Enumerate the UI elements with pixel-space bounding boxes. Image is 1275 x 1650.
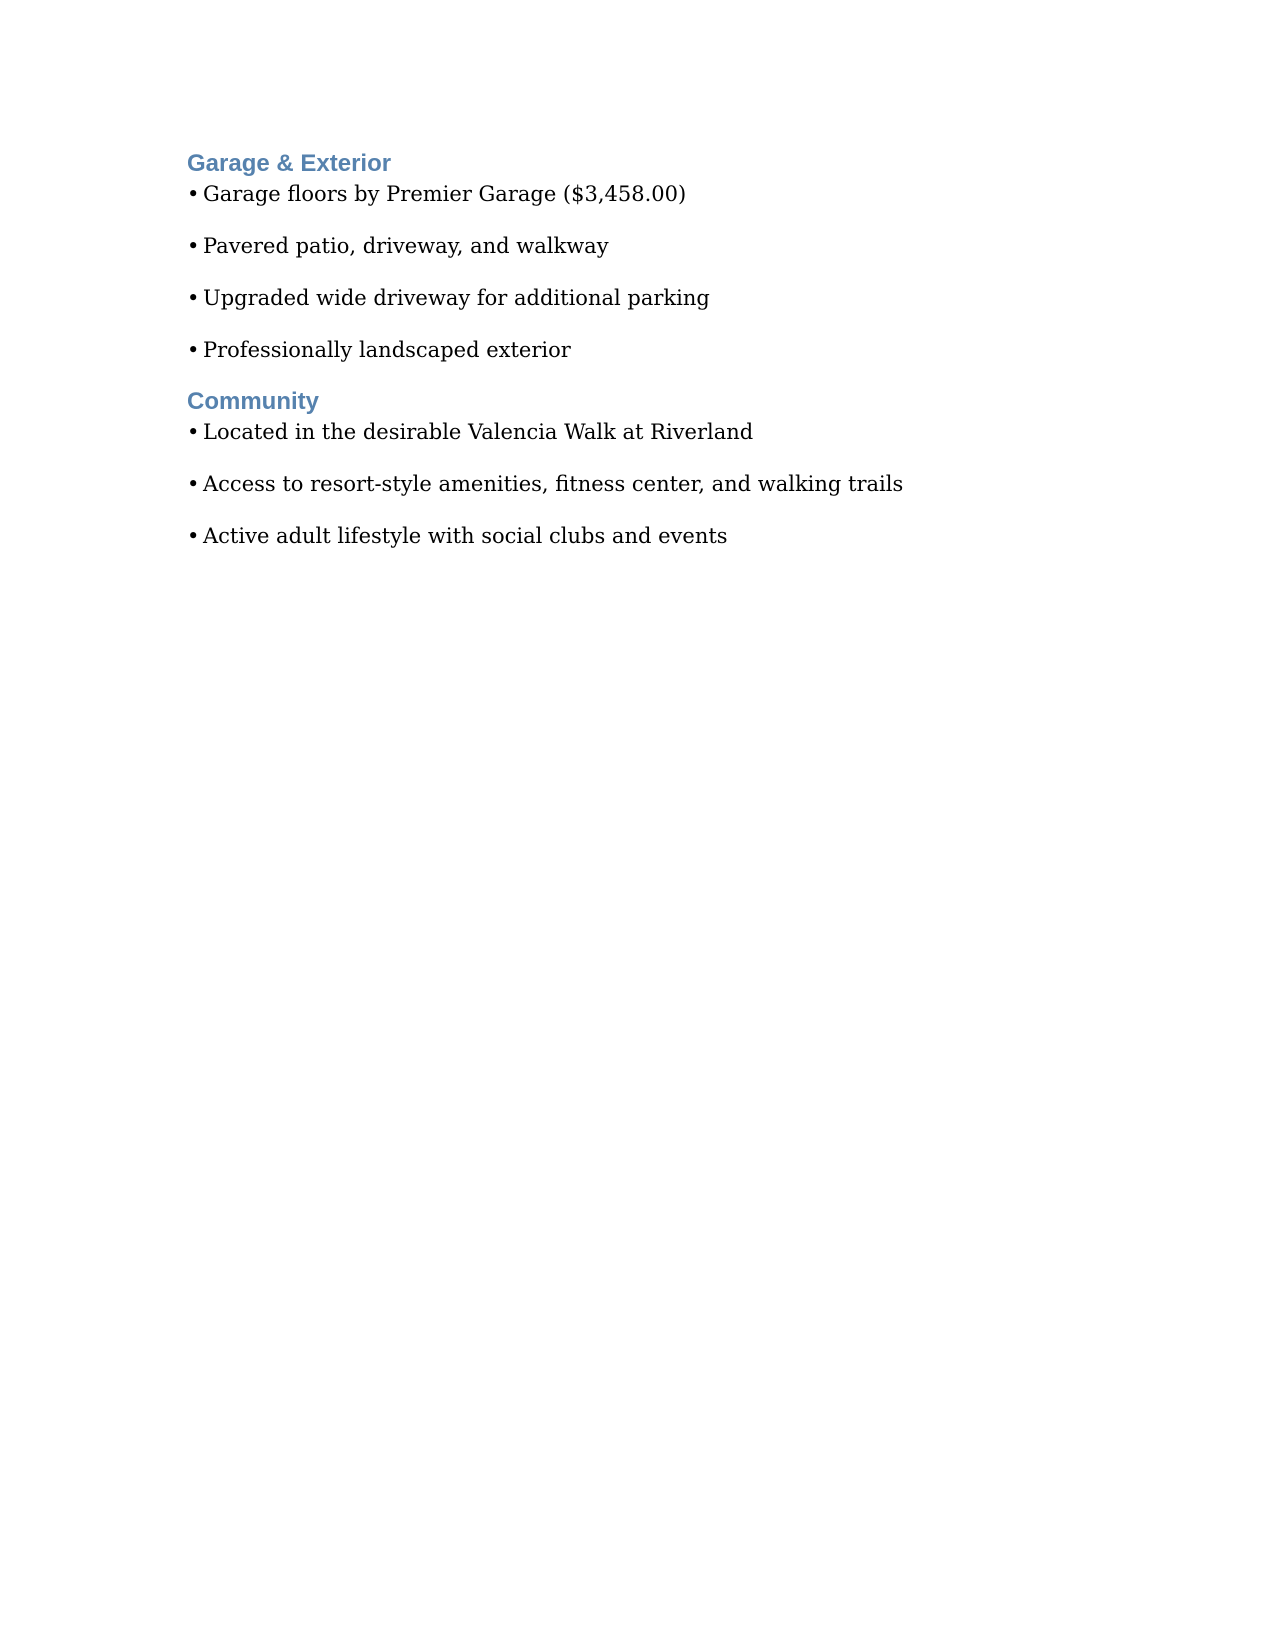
section-community [187, 386, 1087, 550]
list-item [187, 336, 1087, 364]
bullet-icon: • [187, 420, 200, 444]
bullet-icon: • [187, 472, 200, 496]
bullet-icon: • [187, 286, 200, 310]
bullet-list [187, 418, 1087, 550]
list-item [187, 418, 1087, 446]
bullet-icon: • [187, 182, 200, 206]
section-heading: Community [187, 388, 319, 415]
bullet-icon: • [187, 234, 200, 258]
list-item-text: Access to resort-style amenities, fitness center, and walking trails [203, 472, 904, 496]
bullet-list [187, 180, 1087, 364]
list-item [187, 232, 1087, 260]
bullet-icon: • [187, 338, 200, 362]
list-item-text: Professionally landscaped exterior [203, 338, 571, 362]
list-item [187, 180, 1087, 208]
list-item [187, 470, 1087, 498]
bullet-icon: • [187, 524, 200, 548]
list-item-text: Garage floors by Premier Garage ($3,458.00) [203, 182, 687, 206]
list-item [187, 522, 1087, 550]
section-heading: Garage & Exterior [187, 150, 392, 177]
document-content [187, 148, 1087, 550]
list-item-text: Upgraded wide driveway for additional parking [203, 286, 710, 310]
list-item [187, 284, 1087, 312]
section-garage-exterior [187, 148, 1087, 364]
list-item-text: Active adult lifestyle with social clubs and events [203, 524, 728, 548]
list-item-text: Pavered patio, driveway, and walkway [203, 234, 609, 258]
list-item-text: Located in the desirable Valencia Walk at Riverland [203, 420, 754, 444]
